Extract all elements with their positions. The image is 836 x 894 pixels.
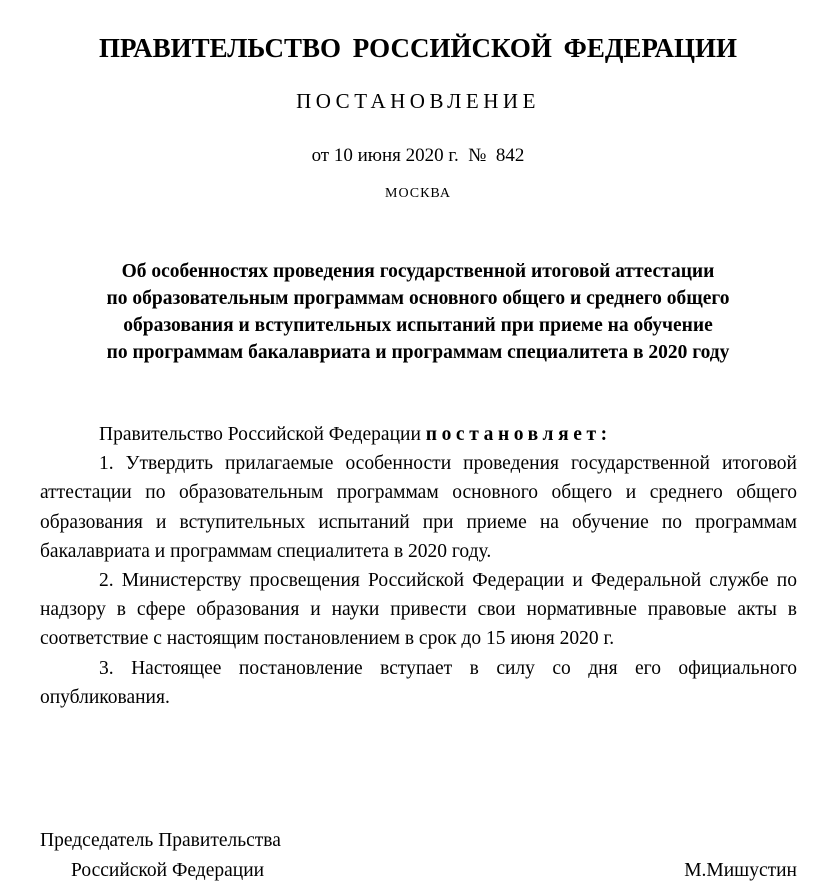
signatory-position-line2: Российской Федерации bbox=[71, 860, 265, 881]
document-body bbox=[40, 420, 797, 712]
signatory-position: Председатель Правительства bbox=[40, 830, 281, 851]
preamble-text: Правительство Российской Федерации bbox=[99, 424, 421, 445]
heading-line: Об особенностях проведения государственной итоговой аттестации bbox=[121, 261, 715, 282]
paragraph-3: 3. Настоящее постановление вступает в силу со дня его официального опубликования. bbox=[40, 657, 797, 708]
government-title: ПРАВИТЕЛЬСТВО РОССИЙСКОЙ ФЕДЕРАЦИИ bbox=[99, 33, 737, 63]
heading-line: по программам бакалавриата и программам специалитета в 2020 году bbox=[106, 342, 730, 363]
preamble-verb: постановляет: bbox=[425, 424, 612, 445]
document-type: ПОСТАНОВЛЕНИЕ bbox=[296, 89, 540, 113]
heading-line: образования и вступительных испытаний при приеме на обучение bbox=[123, 315, 713, 336]
heading-line: по образовательным программам основного общего и среднего общего bbox=[106, 288, 730, 309]
paragraph-2: 2. Министерству просвещения Российской Федерации и Федеральной службе по надзору в сфере образования и науки привести свои нормативные правовые акты в соответствие с настоящим постановлением в срок до 15 июня 2020 г. bbox=[40, 570, 797, 650]
preamble bbox=[40, 420, 797, 449]
paragraph-1: 1. Утвердить прилагаемые особенности проведения государственной итоговой аттестации по образовательным программам основного общего и среднего общего образования и вступительных испытаний при приеме на обучение по программам бакалавриата и программам специалитета в 2020 году. bbox=[40, 453, 797, 562]
document-heading bbox=[36, 258, 800, 366]
document-date-number: от 10 июня 2020 г. № 842 bbox=[311, 145, 525, 166]
signatory-name: М.Мишустин bbox=[684, 860, 797, 881]
document-city: МОСКВА bbox=[385, 186, 451, 201]
